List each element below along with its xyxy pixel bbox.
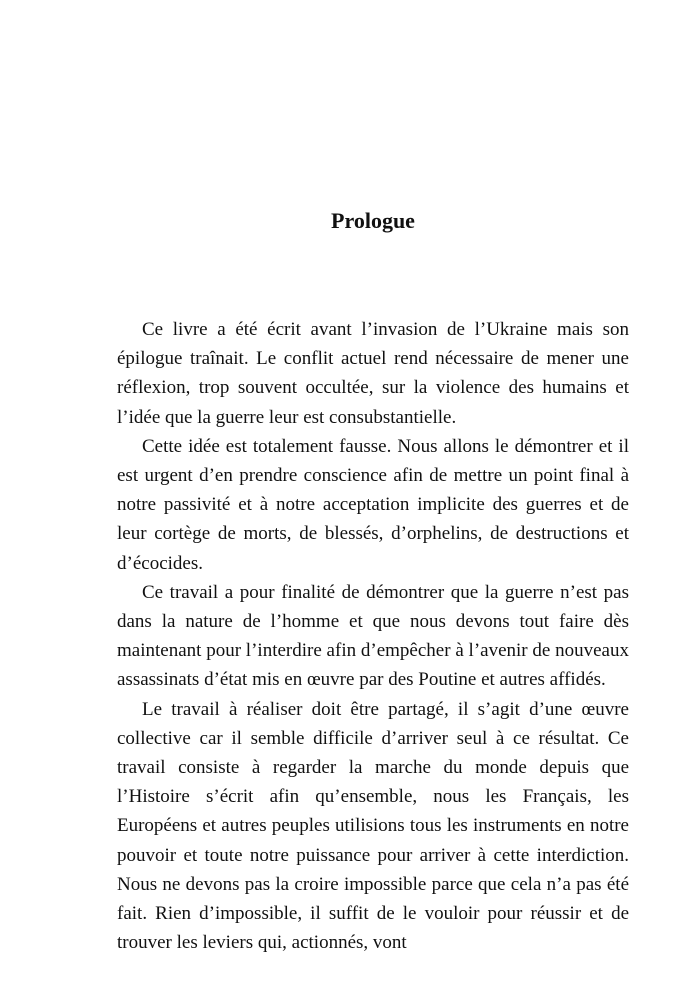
paragraph-4: Le travail à réaliser doit être partagé, il s’agit d’une œuvre collective car il semble difficile d’arriver seul à ce résultat. Ce travail consiste à regarder la marche du monde depuis que l’Histoire s’écrit afin qu’ensemble, nous les Français, les Européens et autres peuples utilisions tous les instruments en notre pouvoir et toute notre puissance pour arriver à cette interdiction. Nous ne devons pas la croire impossible parce que cela n’a pas été fait. Rien d’impossible, il suffit de le vouloir pour réussir et de trouver les leviers qui, actionnés, vont — [117, 698, 629, 954]
paragraph-1: Ce livre a été écrit avant l’invasion de l’Ukraine mais son épilogue traînait. Le conflit actuel rend nécessaire de mener une réflexion, trop souvent occultée, sur la violence des humains et l’idée que la guerre leur est consubstantielle. — [117, 319, 629, 428]
paragraph-3: Ce travail a pour finalité de démontrer que la guerre n’est pas dans la nature de l’homme et que nous devons tout faire dès maintenant pour l’interdire afin d’empêcher à l’avenir de nouveaux assassinats d’état mis en œuvre par des Poutine et autres affidés. — [117, 581, 629, 691]
chapter-title: Prologue — [331, 208, 415, 233]
paragraph-2: Cette idée est totalement fausse. Nous allons le démontrer et il est urgent d’en prendre conscience afin de mettre un point final à notre passivité et à notre acceptation implicite des guerres et de leur cortège de morts, de blessés, d’orphelins, de destructions et d’écocides. — [117, 435, 629, 574]
prologue-body — [117, 315, 629, 957]
